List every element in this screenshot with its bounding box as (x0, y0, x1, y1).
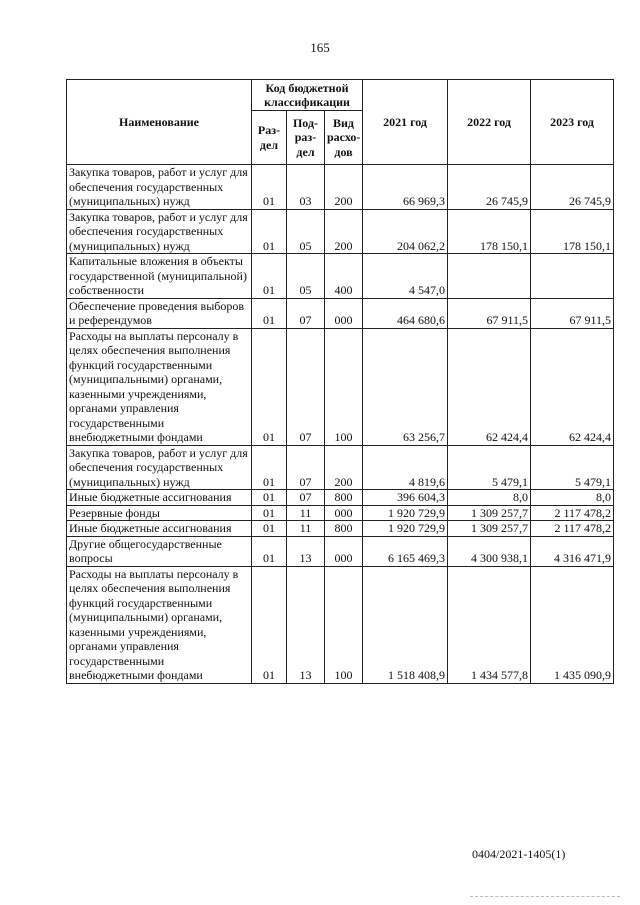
row-value-2021: 4 819,6 (363, 445, 448, 490)
table-row (67, 445, 614, 490)
row-value-2022: 67 911,5 (448, 298, 531, 328)
row-value-2022: 4 300 938,1 (448, 536, 531, 566)
row-section: 01 (252, 254, 287, 299)
row-section: 01 (252, 445, 287, 490)
row-section: 01 (252, 298, 287, 328)
row-value-2023: 2 117 478,2 (531, 505, 614, 521)
row-value-2022: 8,0 (448, 490, 531, 506)
row-section: 01 (252, 566, 287, 683)
row-expense-type: 800 (325, 490, 363, 506)
row-value-2022: 62 424,4 (448, 328, 531, 445)
document-code: 0404/2021-1405(1) (472, 847, 566, 861)
table-header (67, 80, 614, 165)
row-value-2023 (531, 254, 614, 299)
header-subsection: Под-раз-дел (287, 111, 325, 165)
table-row (67, 521, 614, 537)
row-section: 01 (252, 165, 287, 210)
row-value-2021: 4 547,0 (363, 254, 448, 299)
row-value-2021: 464 680,6 (363, 298, 448, 328)
row-value-2022: 178 150,1 (448, 209, 531, 254)
row-value-2021: 6 165 469,3 (363, 536, 448, 566)
row-subsection: 13 (287, 536, 325, 566)
row-name: Закупка товаров, работ и услуг для обеспечения государственных (муниципальных) нужд (67, 209, 252, 254)
row-value-2022 (448, 254, 531, 299)
table-row (67, 536, 614, 566)
row-expense-type: 000 (325, 505, 363, 521)
row-subsection: 07 (287, 328, 325, 445)
row-expense-type: 200 (325, 209, 363, 254)
row-name: Закупка товаров, работ и услуг для обеспечения государственных (муниципальных) нужд (67, 165, 252, 210)
row-name: Закупка товаров, работ и услуг для обеспечения государственных (муниципальных) нужд (67, 445, 252, 490)
row-section: 01 (252, 328, 287, 445)
header-expense-type: Вид расхо-дов (325, 111, 363, 165)
row-subsection: 07 (287, 445, 325, 490)
row-section: 01 (252, 505, 287, 521)
table-row (67, 505, 614, 521)
budget-classification-table (66, 79, 614, 684)
row-name: Расходы на выплаты персоналу в целях обеспечения выполнения функций государственными (муниципальными) органами, казенными учреждениями, органами управления государственными внебюджетными фондами (67, 328, 252, 445)
page-number: 165 (310, 40, 330, 55)
row-expense-type: 800 (325, 521, 363, 537)
row-name: Иные бюджетные ассигнования (67, 490, 252, 506)
table-row (67, 490, 614, 506)
row-expense-type: 200 (325, 445, 363, 490)
row-value-2021: 1 920 729,9 (363, 521, 448, 537)
row-subsection: 05 (287, 254, 325, 299)
row-subsection: 11 (287, 521, 325, 537)
table-row (67, 566, 614, 683)
row-value-2022: 26 745,9 (448, 165, 531, 210)
table-row (67, 298, 614, 328)
row-value-2021: 1 920 729,9 (363, 505, 448, 521)
row-subsection: 03 (287, 165, 325, 210)
row-value-2021: 204 062,2 (363, 209, 448, 254)
row-name: Капитальные вложения в объекты государственной (муниципальной) собственности (67, 254, 252, 299)
row-value-2021: 396 604,3 (363, 490, 448, 506)
table-row (67, 165, 614, 210)
header-name: Наименование (67, 80, 252, 165)
row-name: Иные бюджетные ассигнования (67, 521, 252, 537)
row-subsection: 11 (287, 505, 325, 521)
row-value-2023: 4 316 471,9 (531, 536, 614, 566)
row-value-2022: 1 434 577,8 (448, 566, 531, 683)
row-section: 01 (252, 209, 287, 254)
header-section: Раз-дел (252, 111, 287, 165)
row-subsection: 07 (287, 490, 325, 506)
row-name: Расходы на выплаты персоналу в целях обеспечения выполнения функций государственными (муниципальными) органами, казенными учреждениями, органами управления государственными внебюджетными фондами (67, 566, 252, 683)
row-value-2021: 66 969,3 (363, 165, 448, 210)
row-value-2023: 178 150,1 (531, 209, 614, 254)
table-row (67, 328, 614, 445)
row-subsection: 07 (287, 298, 325, 328)
table-row (67, 254, 614, 299)
table-row (67, 209, 614, 254)
row-name: Другие общегосударственные вопросы (67, 536, 252, 566)
row-section: 01 (252, 536, 287, 566)
header-year-2021: 2021 год (363, 80, 448, 165)
row-value-2022: 1 309 257,7 (448, 521, 531, 537)
row-name: Обеспечение проведения выборов и референдумов (67, 298, 252, 328)
row-expense-type: 400 (325, 254, 363, 299)
row-value-2023: 5 479,1 (531, 445, 614, 490)
header-code-group: Код бюджетной классификации (252, 80, 363, 111)
row-expense-type: 200 (325, 165, 363, 210)
row-expense-type: 100 (325, 328, 363, 445)
row-value-2023: 2 117 478,2 (531, 521, 614, 537)
row-name: Резервные фонды (67, 505, 252, 521)
header-year-2022: 2022 год (448, 80, 531, 165)
row-section: 01 (252, 490, 287, 506)
row-value-2023: 67 911,5 (531, 298, 614, 328)
row-value-2023: 62 424,4 (531, 328, 614, 445)
row-expense-type: 100 (325, 566, 363, 683)
header-year-2023: 2023 год (531, 80, 614, 165)
row-value-2023: 1 435 090,9 (531, 566, 614, 683)
row-subsection: 05 (287, 209, 325, 254)
row-expense-type: 000 (325, 536, 363, 566)
row-section: 01 (252, 521, 287, 537)
page-bottom-divider (470, 896, 620, 897)
row-value-2022: 5 479,1 (448, 445, 531, 490)
row-value-2021: 63 256,7 (363, 328, 448, 445)
row-subsection: 13 (287, 566, 325, 683)
row-value-2022: 1 309 257,7 (448, 505, 531, 521)
row-value-2023: 8,0 (531, 490, 614, 506)
row-expense-type: 000 (325, 298, 363, 328)
row-value-2023: 26 745,9 (531, 165, 614, 210)
row-value-2021: 1 518 408,9 (363, 566, 448, 683)
